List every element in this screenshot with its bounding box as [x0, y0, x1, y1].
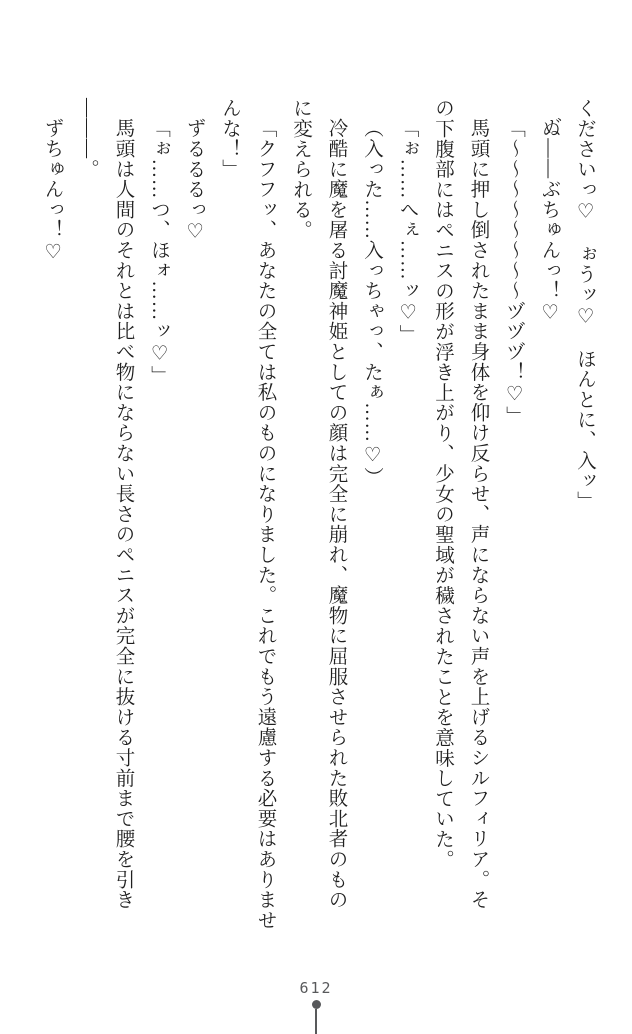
text-line: ―――。 [77, 98, 98, 180]
page-footer [0, 978, 632, 1034]
text-line: に変えられる。 [290, 98, 311, 241]
text-line: くださいっ♡ ぉうッ♡ ほんとに、入ッ」 [574, 98, 595, 511]
text-line: 「ぉ……へぇ……ッ♡」 [396, 117, 418, 345]
text-line: 「～～～～～～～～ヅヅヅ！♡」 [503, 117, 524, 426]
text-line: の下腹部にはペニスの形が浮き上がり、少女の聖域が穢されたことを意味していた。 [432, 98, 453, 870]
page-number: 612 [299, 979, 333, 997]
page-marker-line [315, 1009, 317, 1034]
text-line: 「ぉ……つ、ほォ……ッ♡」 [148, 117, 169, 385]
vertical-text-block [34, 98, 602, 950]
page-marker-dot [312, 1000, 321, 1009]
text-line: 冷酷に魔を屠る討魔神姫としての顔は完全に崩れ、魔物に屈服させられた敗北者のもの [325, 117, 347, 910]
text-line: （入った……入っちゃっ、たぁ……♡） [361, 117, 382, 487]
text-line: 馬頭に押し倒されたまま身体を仰け反らせ、声にならない声を上げるシルフィリア。そ [467, 117, 489, 910]
text-line: ぬ゙――ぶちゅんっ！♡ [538, 117, 560, 324]
text-line: んな！」 [219, 98, 240, 180]
text-line: 「クフフッ、あなたの全ては私のものになりました。これでもう遠慮する必要はありませ [254, 117, 276, 930]
text-line: ずるるるっ♡ [183, 117, 205, 243]
text-line: 馬頭は人間のそれとは比べ物にならない長さのペニスが完全に抜ける寸前まで腰を引き [112, 117, 134, 910]
text-line: ずちゅんっ！♡ [41, 117, 63, 264]
